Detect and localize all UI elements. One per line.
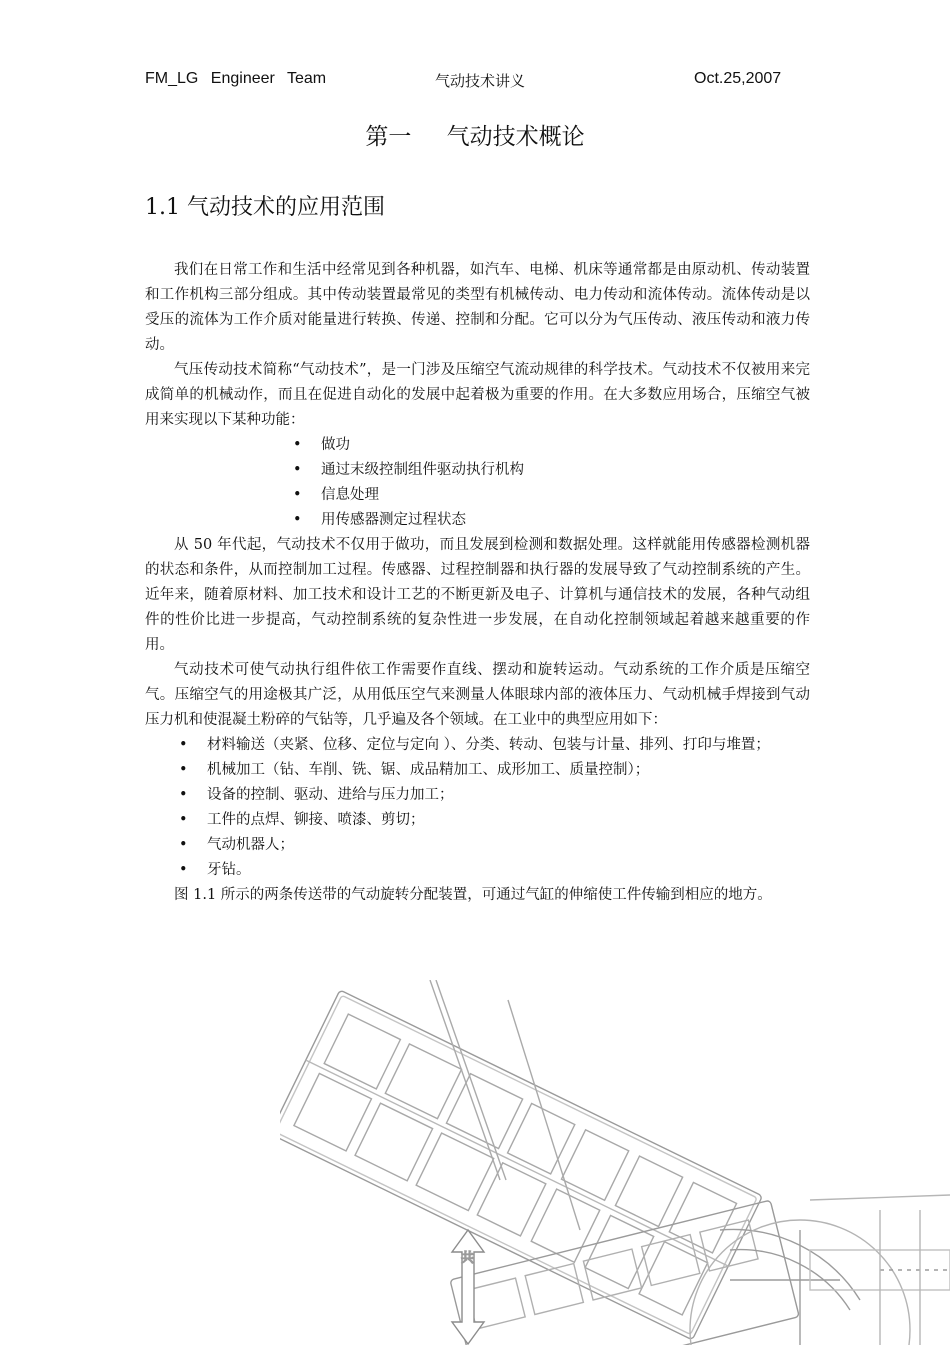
function-list	[145, 433, 810, 533]
application-item: • 工件的点焊、铆接、喷漆、剪切；	[145, 808, 810, 833]
arrow-label: 共	[461, 1251, 475, 1266]
header-team: FM_LG Engineer Team	[145, 70, 327, 87]
bullet-icon: •	[179, 762, 188, 778]
function-item: • 信息处理	[145, 483, 810, 508]
header-date: Oct.25,2007	[694, 70, 782, 87]
application-list	[145, 733, 810, 883]
bullet-icon: •	[179, 787, 188, 803]
bullet-icon: •	[179, 862, 188, 878]
paragraph-definition: 气压传动技术简称“气动技术”，是一门涉及压缩空气流动规律的科学技术。气动技术不仅被用来完成简单的机械动作，而且在促进自动化的发展中起着极为重要的作用。在大多数应用场合，压缩空气被用来实现以下某种功能：	[145, 362, 810, 428]
section-title: 1.1 气动技术的应用范围	[145, 195, 385, 220]
application-item: • 气动机器人；	[145, 833, 810, 858]
application-item: • 机械加工（钻、车削、铣、锯、成品精加工、成形加工、质量控制）；	[145, 758, 810, 783]
bullet-icon: •	[293, 437, 302, 453]
rotary-distributor	[690, 1220, 950, 1345]
chapter-title: 第一 气动技术概论	[365, 124, 585, 150]
application-item: • 设备的控制、驱动、进给与压力加工；	[145, 783, 810, 808]
application-item: • 材料输送（夹紧、位移、定位与定向 ）、分类、转动、包装与计量、排列、打印与堆置；	[145, 733, 810, 758]
paragraph-history: 从 50 年代起，气动技术不仅用于做功，而且发展到检测和数据处理。这样就能用传感器检测机器的状态和条件，从而控制加工过程。传感器、过程控制器和执行器的发展导致了气动控制系统的产生。近年来，随着原材料、加工技术和设计工艺的不断更新及电子、计算机与通信技术的发展，各种气动组件的性价比进一步提高，气动控制系统的复杂性进一步发展，在自动化控制领域起着越来越重要的作用。	[145, 537, 810, 653]
function-item: • 通过末级控制组件驱动执行机构	[145, 458, 810, 483]
header-subject: 气动技术讲义	[435, 72, 526, 90]
bullet-icon: •	[179, 812, 188, 828]
application-item: • 牙钻。	[145, 858, 810, 883]
paragraph-intro: 我们在日常工作和生活中经常见到各种机器，如汽车、电梯、机床等通常都是由原动机、传动装置和工作机构三部分组成。其中传动装置最常见的类型有机械传动、电力传动和流体传动。流体传动是以受压的流体为工作介质对能量进行转换、传递、控制和分配。它可以分为气压传动、液压传动和液力传动。	[145, 262, 810, 353]
bullet-icon: •	[293, 512, 302, 528]
bullet-icon: •	[179, 837, 188, 853]
function-item: • 用传感器测定过程状态	[145, 508, 810, 533]
bullet-icon: •	[293, 462, 302, 478]
function-item: • 做功	[145, 433, 810, 458]
figure-conveyor-illustration	[280, 980, 950, 1345]
body-text	[145, 258, 810, 908]
paragraph-applications: 气动技术可使气动执行组件依工作需要作直线、摆动和旋转运动。气动系统的工作介质是压缩空气。压缩空气的用途极其广泛，从用低压空气来测量人体眼球内部的液体压力、气动机械手焊接到气动压力机和使混凝土粉碎的气钻等，几乎遍及各个领域。在工业中的典型应用如下：	[145, 662, 810, 728]
figure-caption: 图 1.1 所示的两条传送带的气动旋转分配装置，可通过气缸的伸缩使工件传输到相应的地方。	[174, 887, 772, 903]
bullet-icon: •	[179, 737, 188, 753]
bullet-icon: •	[293, 487, 302, 503]
